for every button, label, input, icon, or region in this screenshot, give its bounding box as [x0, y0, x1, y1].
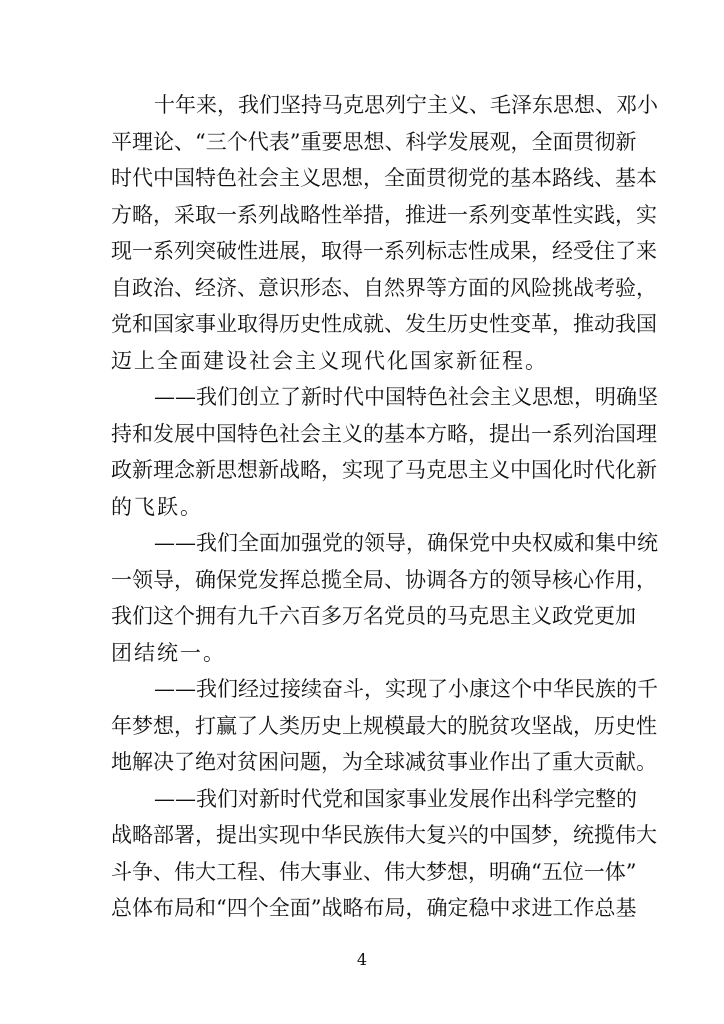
text-line: 战略部署，提出实现中华民族伟大复兴的中国梦，统揽伟大	[111, 823, 657, 847]
text-line: 时代中国特色社会主义思想，全面贯彻党的基本路线、基本	[111, 166, 657, 190]
text-line: 党和国家事业取得历史性成就、发生历史性变革，推动我国	[111, 312, 657, 336]
text-line: 地解决了绝对贫困问题，为全球减贫事业作出了重大贡献。	[111, 750, 657, 774]
text-line: 的飞跃。	[111, 495, 203, 519]
text-line: 方略，采取一系列战略性举措，推进一系列变革性实践，实	[111, 203, 657, 227]
text-line: 斗争、伟大工程、伟大事业、伟大梦想，明确“五位一体”	[111, 860, 637, 884]
text-line: ——我们经过接续奋斗，实现了小康这个中华民族的千	[154, 677, 658, 701]
text-line: 一领导，确保党发挥总揽全局、协调各方的领导核心作用，	[111, 568, 657, 592]
text-line: 持和发展中国特色社会主义的基本方略，提出一系列治国理	[111, 422, 657, 446]
text-line: 迈上全面建设社会主义现代化国家新征程。	[111, 349, 548, 373]
text-line: 团结统一。	[111, 641, 226, 665]
text-line: ——我们全面加强党的领导，确保党中央权威和集中统	[154, 531, 658, 555]
text-line: 自政治、经济、意识形态、自然界等方面的风险挑战考验，	[111, 276, 657, 300]
text-line: 政新理念新思想新战略，实现了马克思主义中国化时代化新	[111, 458, 657, 482]
page-number: 4	[356, 950, 368, 969]
text-line: 我们这个拥有九千六百多万名党员的马克思主义政党更加	[111, 604, 636, 628]
text-line: 十年来，我们坚持马克思列宁主义、毛泽东思想、邓小	[154, 93, 658, 117]
text-line: 平理论、“三个代表”重要思想、科学发展观，全面贯彻新	[111, 130, 637, 154]
text-line: 现一系列突破性进展，取得一系列标志性成果，经受住了来	[111, 239, 657, 263]
text-line: ——我们对新时代党和国家事业发展作出科学完整的	[154, 787, 637, 811]
text-line: 总体布局和“四个全面”战略布局，确定稳中求进工作总基	[111, 896, 637, 920]
text-line: 年梦想，打赢了人类历史上规模最大的脱贫攻坚战，历史性	[111, 714, 657, 738]
text-line: ——我们创立了新时代中国特色社会主义思想，明确坚	[154, 385, 658, 409]
